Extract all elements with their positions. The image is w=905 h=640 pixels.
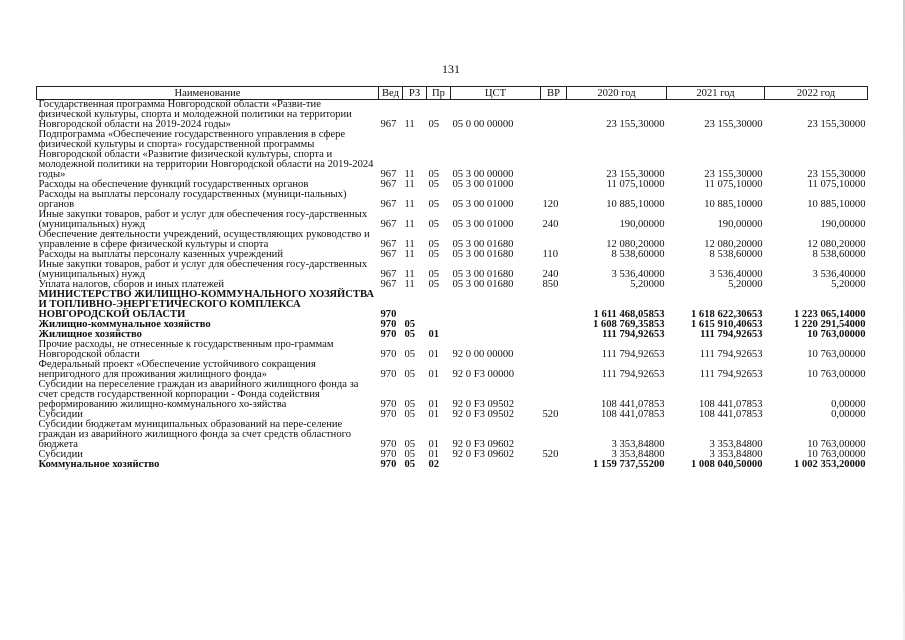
row-cst: 92 0 00 00000 <box>452 349 514 360</box>
row-vr <box>541 360 567 380</box>
row-name: Жилищно-коммунальное хозяйство <box>38 319 211 330</box>
row-value-2020: 111 794,92653 <box>602 329 665 340</box>
row-value-2020: 1 611 468,05853 <box>593 309 665 320</box>
row-vr <box>541 180 567 190</box>
row-value-2022: 3 536,40000 <box>812 269 866 280</box>
row-cst: 05 0 00 00000 <box>452 119 514 130</box>
row-pr: 05 <box>428 279 440 290</box>
row-pr: 05 <box>428 179 440 190</box>
row-ved: 967 <box>380 219 397 230</box>
row-value-2022: 190,00000 <box>820 219 866 230</box>
row-rz: 11 <box>404 169 415 180</box>
row-ved: 970 <box>380 409 397 420</box>
row-pr: 01 <box>428 409 440 420</box>
row-ved: 970 <box>380 449 397 460</box>
row-vr: 850 <box>542 279 559 290</box>
row-name: Субсидии бюджетам муниципальных образований на пере-селение граждан из аварийного жилищного фонда за счет средств областного бюджета <box>38 419 351 450</box>
table-row <box>37 260 868 280</box>
row-rz: 11 <box>404 199 415 210</box>
row-value-2020: 108 441,07853 <box>600 409 665 420</box>
row-value-2020: 1 608 769,35853 <box>592 319 665 330</box>
row-value-2020: 190,00000 <box>619 219 665 230</box>
row-value-2021: 11 075,10000 <box>704 179 763 190</box>
row-cst: 05 3 00 01680 <box>452 279 514 290</box>
row-pr <box>427 290 451 320</box>
row-value-2020: 3 353,84800 <box>611 439 665 450</box>
row-ved: 970 <box>380 319 397 330</box>
row-name: Расходы на выплаты персоналу государственных (муници-пальных) органов <box>38 189 347 210</box>
row-rz: 05 <box>404 329 416 340</box>
row-name: Государственная программа Новгородской области «Разви-тие физической культуры, спорта и молодежной политики на территории Новгородской области на 2019-2024 годы» <box>38 99 352 130</box>
row-value-2021: 10 885,10000 <box>704 199 763 210</box>
page-number: 131 <box>442 62 460 76</box>
row-ved: 967 <box>380 249 397 260</box>
row-cst: 92 0 F3 09602 <box>452 449 515 460</box>
row-pr: 01 <box>428 349 440 360</box>
header-2021: 2021 год <box>667 87 765 100</box>
row-ved: 967 <box>380 119 397 130</box>
row-name: Коммунальное хозяйство <box>38 459 160 470</box>
row-pr: 05 <box>428 119 440 130</box>
header-ved: Вед <box>379 87 403 100</box>
row-cst <box>451 320 541 330</box>
row-ved: 967 <box>380 239 397 250</box>
row-value-2020: 23 155,30000 <box>606 119 665 130</box>
table-row <box>37 460 868 470</box>
row-vr <box>541 100 567 131</box>
row-value-2021: 111 794,92653 <box>699 349 763 360</box>
row-vr: 520 <box>542 409 559 420</box>
row-cst: 05 3 00 01680 <box>452 269 514 280</box>
row-vr: 110 <box>542 249 558 260</box>
row-value-2022: 12 080,20000 <box>807 239 866 250</box>
row-pr: 01 <box>428 439 440 450</box>
header-2020: 2020 год <box>567 87 667 100</box>
row-name: Уплата налогов, сборов и иных платежей <box>38 279 225 290</box>
row-value-2021: 108 441,07853 <box>698 399 763 410</box>
row-rz: 11 <box>404 239 415 250</box>
row-cst: 05 3 00 01680 <box>452 239 514 250</box>
row-rz <box>403 290 427 320</box>
row-value-2021: 3 536,40000 <box>709 269 763 280</box>
row-ved: 970 <box>380 369 397 380</box>
row-value-2021: 190,00000 <box>717 219 763 230</box>
row-ved: 967 <box>380 199 397 210</box>
header-name: Наименование <box>37 87 379 100</box>
row-name: Субсидии на переселение граждан из аварийного жилищного фонда за счет средств государственной корпорации - Фонда содействия реформированию жилищно-коммунального хо-зяйства <box>38 379 359 410</box>
table-header-row <box>37 87 868 100</box>
row-value-2022: 1 223 065,14000 <box>793 309 866 320</box>
row-cst: 05 3 00 01000 <box>452 199 514 210</box>
row-value-2022: 23 155,30000 <box>807 169 866 180</box>
row-value-2020: 1 159 737,55200 <box>592 459 665 470</box>
row-ved: 970 <box>380 399 397 410</box>
row-pr: 05 <box>428 239 440 250</box>
row-name: Расходы на обеспечение функций государственных органов <box>38 179 309 190</box>
row-value-2022: 10 763,00000 <box>807 449 866 460</box>
budget-table <box>36 86 868 470</box>
row-name: Прочие расходы, не отнесенные к государственным про-граммам Новгородской области <box>38 339 334 360</box>
row-value-2020: 111 794,92653 <box>601 369 665 380</box>
row-value-2020: 8 538,60000 <box>611 249 665 260</box>
row-pr: 01 <box>428 399 440 410</box>
row-rz: 05 <box>404 409 416 420</box>
row-ved: 970 <box>380 329 397 340</box>
row-ved: 970 <box>380 309 397 320</box>
table-row <box>37 210 868 230</box>
row-value-2021: 23 155,30000 <box>704 169 763 180</box>
row-name: Подпрограмма «Обеспечение государственного управления в сфере физической культуры и спорта» государственной программы Новгородской области «Развитие физической культуры, спорта и молодежной политики на территории Новгородской области на 2019-2024 годы» <box>38 129 374 180</box>
row-pr: 01 <box>428 329 440 340</box>
row-rz: 11 <box>404 279 415 290</box>
row-ved: 967 <box>380 169 397 180</box>
row-cst: 92 0 F3 09602 <box>452 439 515 450</box>
row-name: Федеральный проект «Обеспечение устойчивого сокращения непригодного для проживания жилищного фонда» <box>38 359 316 380</box>
row-rz: 11 <box>404 219 415 230</box>
row-vr <box>541 130 567 180</box>
header-vr: ВР <box>541 87 567 100</box>
row-cst: 05 3 00 01000 <box>452 179 514 190</box>
table-row <box>37 360 868 380</box>
row-name: Иные закупки товаров, работ и услуг для обеспечения госу-дарственных (муниципальных) нужд <box>38 209 368 230</box>
row-value-2021: 5,20000 <box>728 279 763 290</box>
row-value-2022: 1 220 291,54000 <box>793 319 866 330</box>
row-value-2022: 8 538,60000 <box>812 249 866 260</box>
row-pr: 05 <box>428 219 440 230</box>
row-value-2020: 11 075,10000 <box>606 179 665 190</box>
row-name: МИНИСТЕРСТВО ЖИЛИЩНО-КОММУНАЛЬНОГО ХОЗЯЙСТВА И ТОПЛИВНО-ЭНЕРГЕТИЧЕСКОГО КОМПЛЕКСА НОВГОРОДСКОЙ ОБЛАСТИ <box>38 289 375 320</box>
row-cst <box>451 330 541 340</box>
row-value-2020: 10 885,10000 <box>606 199 665 210</box>
row-value-2022: 5,20000 <box>831 279 866 290</box>
row-cst: 92 0 F3 09502 <box>452 409 515 420</box>
row-value-2021: 3 353,84800 <box>709 439 763 450</box>
row-value-2021: 3 353,84800 <box>709 449 763 460</box>
row-rz: 11 <box>404 249 415 260</box>
row-value-2021: 108 441,07853 <box>698 409 763 420</box>
table-row <box>37 190 868 210</box>
row-value-2022: 23 155,30000 <box>807 119 866 130</box>
row-vr: 240 <box>542 269 559 280</box>
row-value-2022: 10 763,00000 <box>807 439 866 450</box>
row-value-2022: 10 763,00000 <box>807 349 866 360</box>
row-rz: 05 <box>404 369 416 380</box>
row-vr: 120 <box>542 199 559 210</box>
row-value-2022: 11 075,10000 <box>807 179 866 190</box>
row-name: Обеспечение деятельности учреждений, осуществляющих руководство и управление в сфере физической культуры и спорта <box>38 229 370 250</box>
row-value-2020: 3 353,84800 <box>611 449 665 460</box>
header-2022: 2022 год <box>765 87 868 100</box>
row-value-2022: 0,00000 <box>831 399 866 410</box>
row-vr <box>541 460 567 470</box>
row-rz: 11 <box>404 179 415 190</box>
row-value-2021: 111 794,92653 <box>699 369 763 380</box>
row-vr <box>541 340 567 360</box>
row-rz: 11 <box>404 119 415 130</box>
row-rz: 05 <box>404 319 416 330</box>
table-row <box>37 290 868 320</box>
row-ved: 970 <box>380 349 397 360</box>
row-vr <box>541 230 567 250</box>
row-value-2020: 23 155,30000 <box>606 169 665 180</box>
header-cst: ЦСТ <box>451 87 541 100</box>
row-pr: 05 <box>428 169 440 180</box>
row-vr: 240 <box>542 219 559 230</box>
row-pr: 05 <box>428 199 440 210</box>
row-name: Субсидии <box>38 449 83 460</box>
row-rz: 05 <box>404 399 416 410</box>
row-value-2021: 1 008 040,50000 <box>690 459 763 470</box>
row-pr: 05 <box>428 269 440 280</box>
row-name: Субсидии <box>38 409 83 420</box>
row-rz: 11 <box>404 269 415 280</box>
row-rz: 05 <box>404 349 416 360</box>
table-row <box>37 380 868 410</box>
row-rz: 05 <box>404 459 416 470</box>
row-value-2021: 111 794,92653 <box>700 329 763 340</box>
row-ved: 970 <box>380 459 397 470</box>
row-cst: 92 0 F3 09502 <box>452 399 515 410</box>
row-name: Иные закупки товаров, работ и услуг для обеспечения госу-дарственных (муниципальных) нужд <box>38 259 368 280</box>
row-value-2022: 10 763,00000 <box>807 329 866 340</box>
row-cst: 05 3 00 01000 <box>452 219 514 230</box>
row-value-2022: 0,00000 <box>831 409 866 420</box>
row-pr: 01 <box>428 449 440 460</box>
row-vr: 520 <box>542 449 559 460</box>
row-cst: 05 3 00 01680 <box>452 249 514 260</box>
row-value-2020: 5,20000 <box>630 279 665 290</box>
table-row <box>37 130 868 180</box>
header-pr: Пр <box>427 87 451 100</box>
row-cst <box>451 290 541 320</box>
row-rz: 05 <box>404 439 416 450</box>
table-row <box>37 230 868 250</box>
row-ved: 970 <box>380 439 397 450</box>
row-value-2021: 12 080,20000 <box>704 239 763 250</box>
row-pr: 01 <box>428 369 440 380</box>
row-rz: 05 <box>404 449 416 460</box>
row-value-2022: 1 002 353,20000 <box>793 459 866 470</box>
row-cst: 92 0 F3 00000 <box>452 369 515 380</box>
row-vr <box>541 330 567 340</box>
row-ved: 967 <box>380 179 397 190</box>
row-vr <box>541 320 567 330</box>
table-body <box>37 100 868 471</box>
row-ved: 967 <box>380 269 397 280</box>
row-vr <box>541 380 567 410</box>
row-value-2021: 1 618 622,30653 <box>690 309 763 320</box>
row-value-2021: 1 615 910,40653 <box>690 319 763 330</box>
row-value-2022: 10 885,10000 <box>807 199 866 210</box>
row-value-2021: 8 538,60000 <box>709 249 763 260</box>
table-row <box>37 100 868 131</box>
row-value-2022: 10 763,00000 <box>807 369 866 380</box>
row-cst: 05 3 00 00000 <box>452 169 514 180</box>
row-pr: 05 <box>428 249 440 260</box>
row-value-2020: 108 441,07853 <box>600 399 665 410</box>
table-row <box>37 420 868 450</box>
row-name: Расходы на выплаты персоналу казенных учреждений <box>38 249 283 260</box>
row-value-2020: 3 536,40000 <box>611 269 665 280</box>
row-pr: 02 <box>428 459 440 470</box>
row-value-2021: 23 155,30000 <box>704 119 763 130</box>
row-vr <box>541 290 567 320</box>
row-cst <box>451 460 541 470</box>
row-value-2020: 12 080,20000 <box>606 239 665 250</box>
row-name: Жилищное хозяйство <box>38 329 142 340</box>
table-row <box>37 340 868 360</box>
row-vr <box>541 420 567 450</box>
header-rz: РЗ <box>403 87 427 100</box>
row-ved: 967 <box>380 279 397 290</box>
row-value-2020: 111 794,92653 <box>601 349 665 360</box>
